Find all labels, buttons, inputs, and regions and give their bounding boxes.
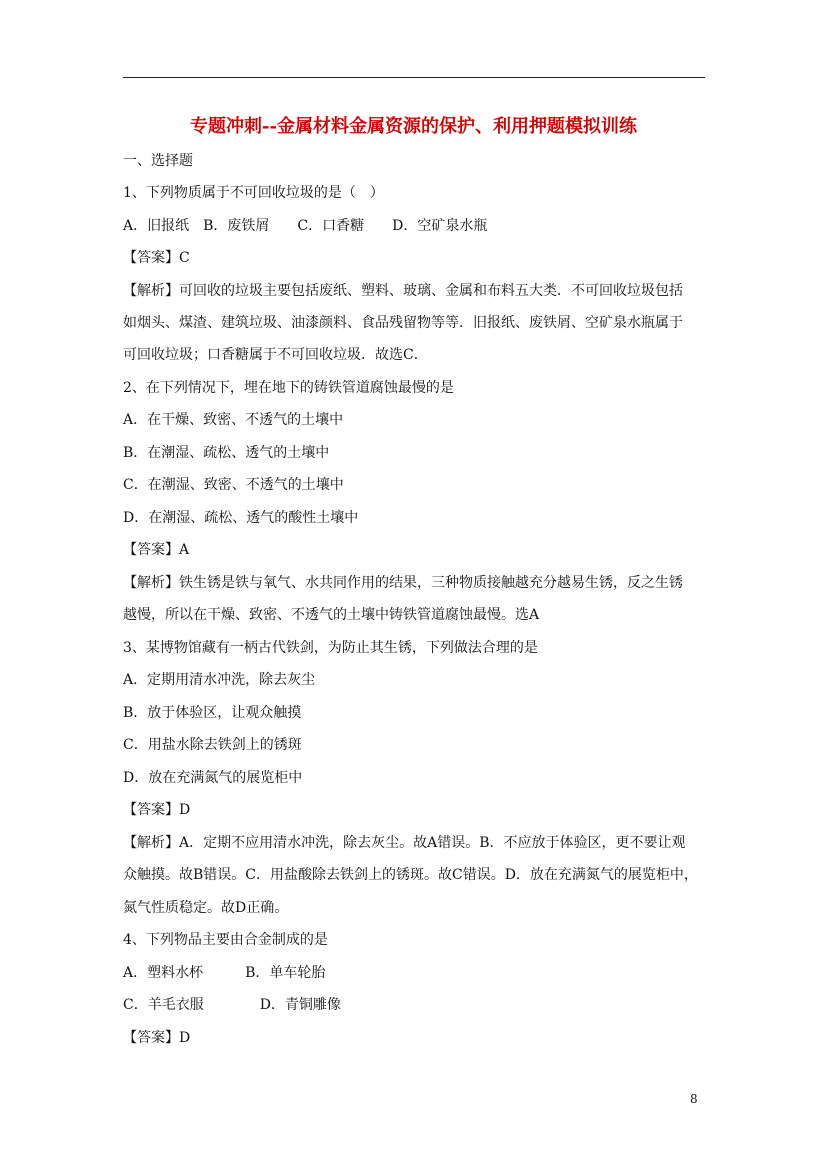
question-3-option-c: C．用盐水除去铁剑上的锈斑: [123, 737, 302, 753]
question-2-option-c: C．在潮湿、致密、不透气的土壤中: [123, 477, 344, 493]
explanation-2-line-2: 越慢，所以在干燥、致密、不透气的土壤中铸铁管道腐蚀最慢。选A: [123, 607, 540, 623]
question-2-option-a: A．在干燥、致密、不透气的土壤中: [123, 412, 344, 428]
question-3-option-b: B．放于体验区，让观众触摸: [123, 705, 302, 721]
question-1-options: A．旧报纸 B．废铁屑 C．口香糖 D．空矿泉水瓶: [123, 218, 488, 234]
answer-2: 【答案】A: [123, 542, 190, 558]
page-number: 8: [690, 1092, 698, 1106]
question-4-options-ab: A．塑料水杯 B．单车轮胎: [123, 965, 326, 981]
explanation-1-line-1: 【解析】可回收的垃圾主要包括废纸、塑料、玻璃、金属和布料五大类．不可回收垃圾包括: [123, 283, 683, 299]
question-2-option-b: B．在潮湿、疏松、透气的土壤中: [123, 445, 330, 461]
section-heading: 一、选择题: [123, 153, 193, 169]
question-1: 1、下列物质属于不可回收垃圾的是（ ）: [123, 185, 384, 201]
answer-4: 【答案】D: [123, 1030, 191, 1046]
question-2: 2、在下列情况下，埋在地下的铸铁管道腐蚀最慢的是: [123, 380, 454, 396]
header-rule: [123, 77, 705, 78]
answer-3: 【答案】D: [123, 802, 191, 818]
explanation-1-line-3: 可回收垃圾；口香糖属于不可回收垃圾．故选C．: [123, 347, 428, 363]
answer-1: 【答案】C: [123, 250, 190, 266]
question-3-option-d: D．放在充满氮气的展览柜中: [123, 770, 303, 786]
explanation-3-line-1: 【解析】A．定期不应用清水冲洗，除去灰尘。故A错误。B．不应放于体验区，更不要让观: [123, 835, 686, 851]
explanation-2-line-1: 【解析】铁生锈是铁与氧气、水共同作用的结果，三种物质接触越充分越易生锈，反之生锈: [123, 575, 683, 591]
question-4-options-cd: C．羊毛衣服 D．青铜雕像: [123, 997, 341, 1013]
explanation-3-line-2: 众触摸。故B错误。C．用盐酸除去铁剑上的锈斑。故C错误。D．放在充满氮气的展览柜中，: [123, 867, 698, 883]
question-3: 3、某博物馆藏有一柄古代铁剑，为防止其生锈，下列做法合理的是: [123, 640, 538, 656]
question-3-option-a: A．定期用清水冲洗，除去灰尘: [123, 672, 316, 688]
explanation-3-line-3: 氮气性质稳定。故D正确。: [123, 900, 289, 916]
question-4: 4、下列物品主要由合金制成的是: [123, 932, 328, 948]
question-2-option-d: D．在潮湿、疏松、透气的酸性土壤中: [123, 510, 359, 526]
document-title: 专题冲刺--金属材料金属资源的保护、利用押题模拟训练: [190, 116, 637, 137]
explanation-1-line-2: 如烟头、煤渣、建筑垃圾、油漆颜料、食品残留物等等．旧报纸、废铁屑、空矿泉水瓶属于: [123, 315, 683, 331]
